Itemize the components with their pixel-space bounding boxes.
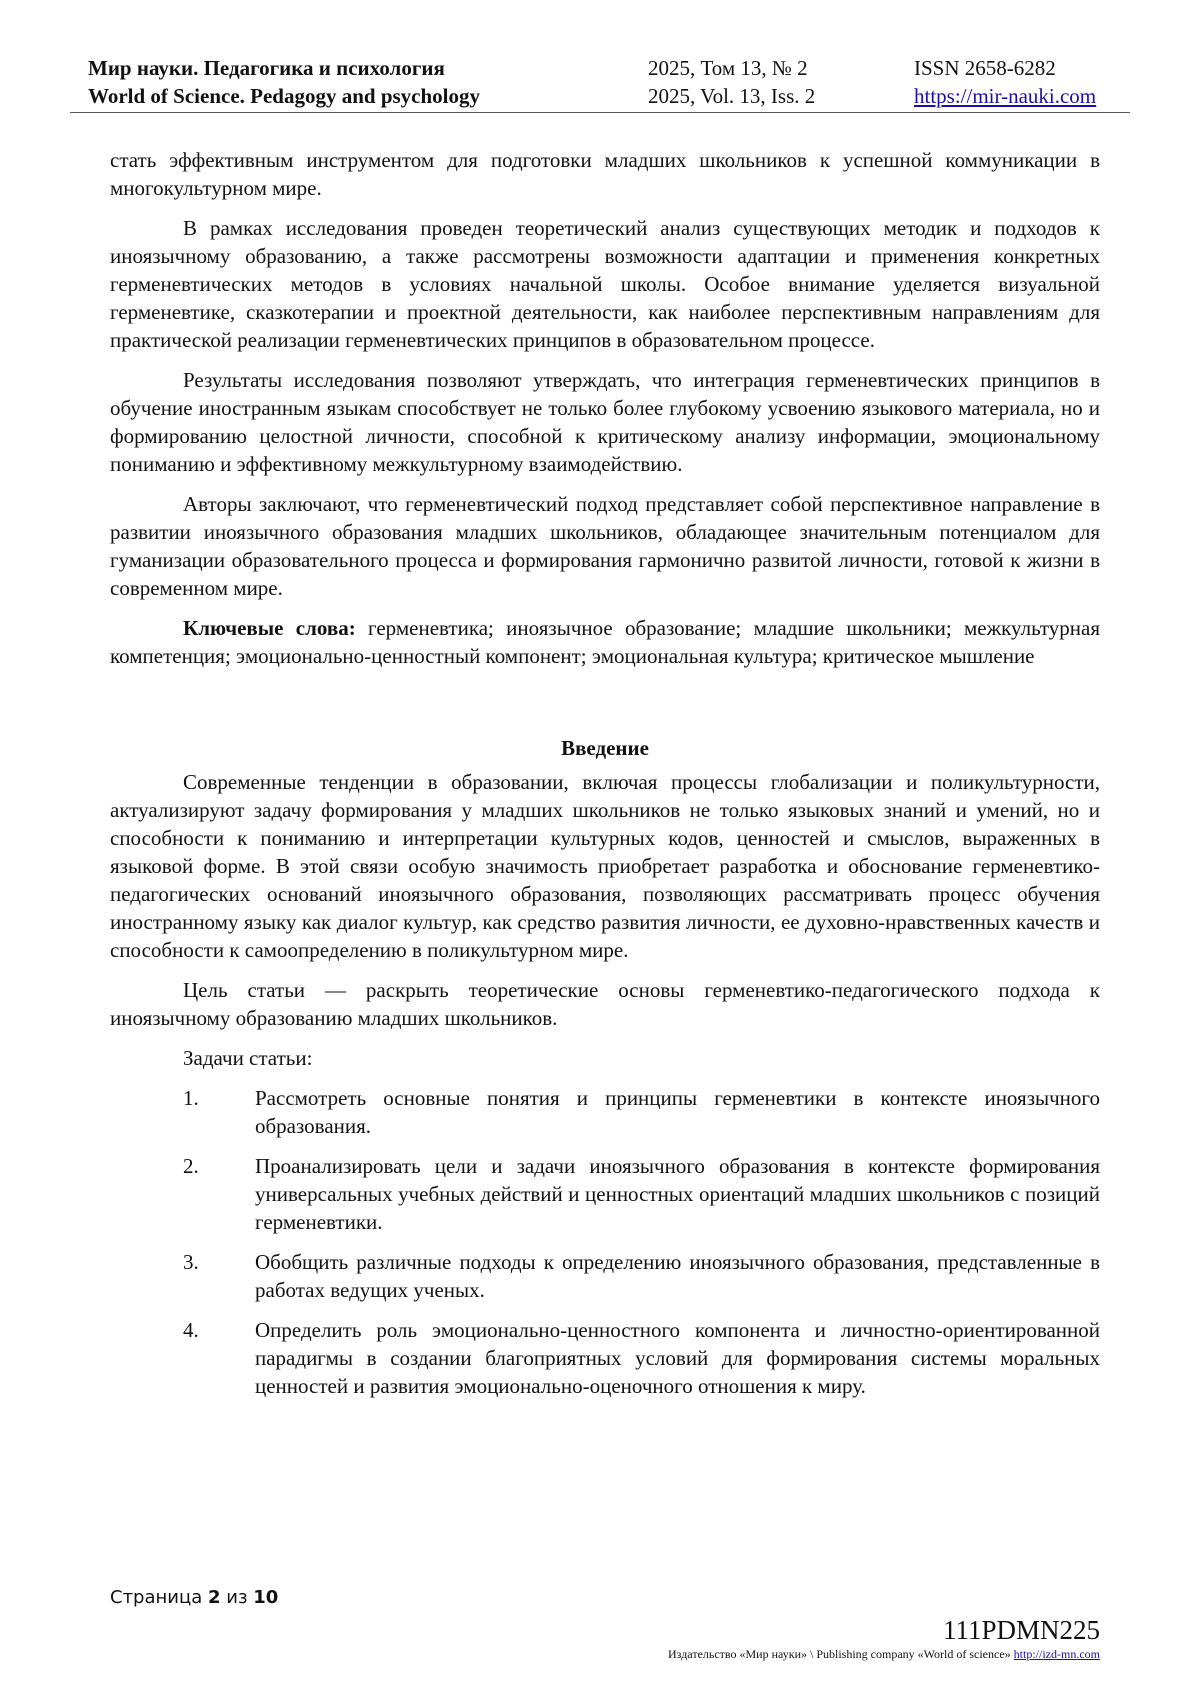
issue-block (648, 54, 815, 110)
list-item (110, 1248, 1100, 1304)
tasks-label: Задачи статьи: (183, 1046, 313, 1070)
article-code: 111PDMN225 (942, 1615, 1100, 1645)
list-item-number: 4. (183, 1318, 199, 1342)
list-item-number: 3. (183, 1250, 199, 1274)
keywords-label: Ключевые слова: (183, 616, 356, 640)
list-item (110, 1084, 1100, 1140)
abstract-paragraph-2: В рамках исследования проведен теоретический анализ существующих методик и подходов к иноязычному образованию, а также рассмотрены возможности адаптации и применения конкретных герменевтических методов в условиях начальной школы. Особое внимание уделяется визуальной герменевтике, сказкотерапии и проектной деятельности, как наиболее перспективным направлениям для практической реализации герменевтических принципов в образовательном процессе. (110, 216, 1100, 352)
list-item-text: Проанализировать цели и задачи иноязычного образования в контексте формирования универсальных учебных действий и ценностных ориентаций младших школьников с позиций герменевтики. (255, 1154, 1100, 1234)
publisher-name: Издательство «Мир науки» \ Publishing company «World of science» (668, 1647, 1011, 1661)
journal-title-ru: Мир науки. Педагогика и психология (88, 56, 445, 80)
list-item-number: 1. (183, 1086, 199, 1110)
issn: ISSN 2658-6282 (914, 56, 1056, 80)
keywords-paragraph (110, 614, 1100, 670)
publisher-link[interactable]: http://izd-mn.com (1013, 1647, 1100, 1661)
issn-block (914, 54, 1096, 110)
list-item-number: 2. (183, 1154, 199, 1178)
header-divider (70, 112, 1130, 113)
journal-url-link[interactable]: https://mir-nauki.com (914, 84, 1097, 108)
list-item-text: Обобщить различные подходы к определению иноязычного образования, представленные в работах ведущих ученых. (255, 1250, 1100, 1302)
current-page: 2 (208, 1587, 221, 1608)
keywords-text: герменевтика; иноязычное образование; младшие школьники; межкультурная компетенция; эмоционально-ценностный компонент; эмоциональная культура; критическое мышление (110, 616, 1100, 668)
abstract-paragraph-3: Результаты исследования позволяют утверждать, что интеграция герменевтических принципов в обучение иностранным языкам способствует не только более глубокому усвоению языкового материала, но и формированию целостной личности, способной к критическому анализу информации, эмоциональному пониманию и эффективному межкультурному взаимодействию. (110, 368, 1100, 476)
list-item-text: Определить роль эмоционально-ценностного компонента и личностно-ориентированной парадигмы в создании благоприятных условий для формирования системы моральных ценностей и развития эмоционально-оценочного отношения к миру. (255, 1318, 1100, 1398)
journal-title-en: World of Science. Pedagogy and psychology (88, 84, 481, 108)
intro-paragraph-1: Современные тенденции в образовании, включая процессы глобализации и поликультурности, актуализируют задачу формирования у младших школьников не только языковых знаний и умений, но и способности к пониманию и интерпретации культурных кодов, ценностей и смыслов, выраженных в языковой форме. В этой связи особую значимость приобретает разработка и обоснование герменевтико-педагогических оснований иноязычного образования, позволяющих рассматривать процесс обучения иностранному языку как диалог культур, как средство развития личности, ее духовно-нравственных качеств и способности к самоопределению в поликультурном мире. (110, 770, 1100, 962)
page-content (110, 146, 1100, 1412)
page-word: Страница (110, 1587, 203, 1608)
total-pages: 10 (253, 1587, 279, 1608)
intro-paragraph-2: Цель статьи — раскрыть теоретические основы герменевтико-педагогического подхода к иноязычному образованию младших школьников. (110, 978, 1100, 1030)
section-heading-introduction: Введение (561, 736, 649, 760)
of-word: из (226, 1587, 248, 1608)
list-item (110, 1152, 1100, 1236)
publisher-line (668, 1647, 1100, 1662)
abstract-paragraph-1: стать эффективным инструментом для подготовки младших школьников к успешной коммуникации в многокультурном мире. (110, 148, 1100, 200)
list-item-text: Рассмотреть основные понятия и принципы герменевтики в контексте иноязычного образования. (255, 1086, 1100, 1138)
tasks-list (110, 1084, 1100, 1400)
journal-header (88, 54, 1124, 114)
journal-title-block (88, 54, 480, 110)
issue-ru: 2025, Том 13, № 2 (648, 56, 808, 80)
abstract-paragraph-4: Авторы заключают, что герменевтический подход представляет собой перспективное направление в развитии иноязычного образования младших школьников, обладающее значительным потенциалом для гуманизации образовательного процесса и формирования гармонично развитой личности, готовой к жизни в современном мире. (110, 492, 1100, 600)
issue-en: 2025, Vol. 13, Iss. 2 (648, 84, 816, 108)
page-number (110, 1587, 278, 1608)
list-item (110, 1316, 1100, 1400)
